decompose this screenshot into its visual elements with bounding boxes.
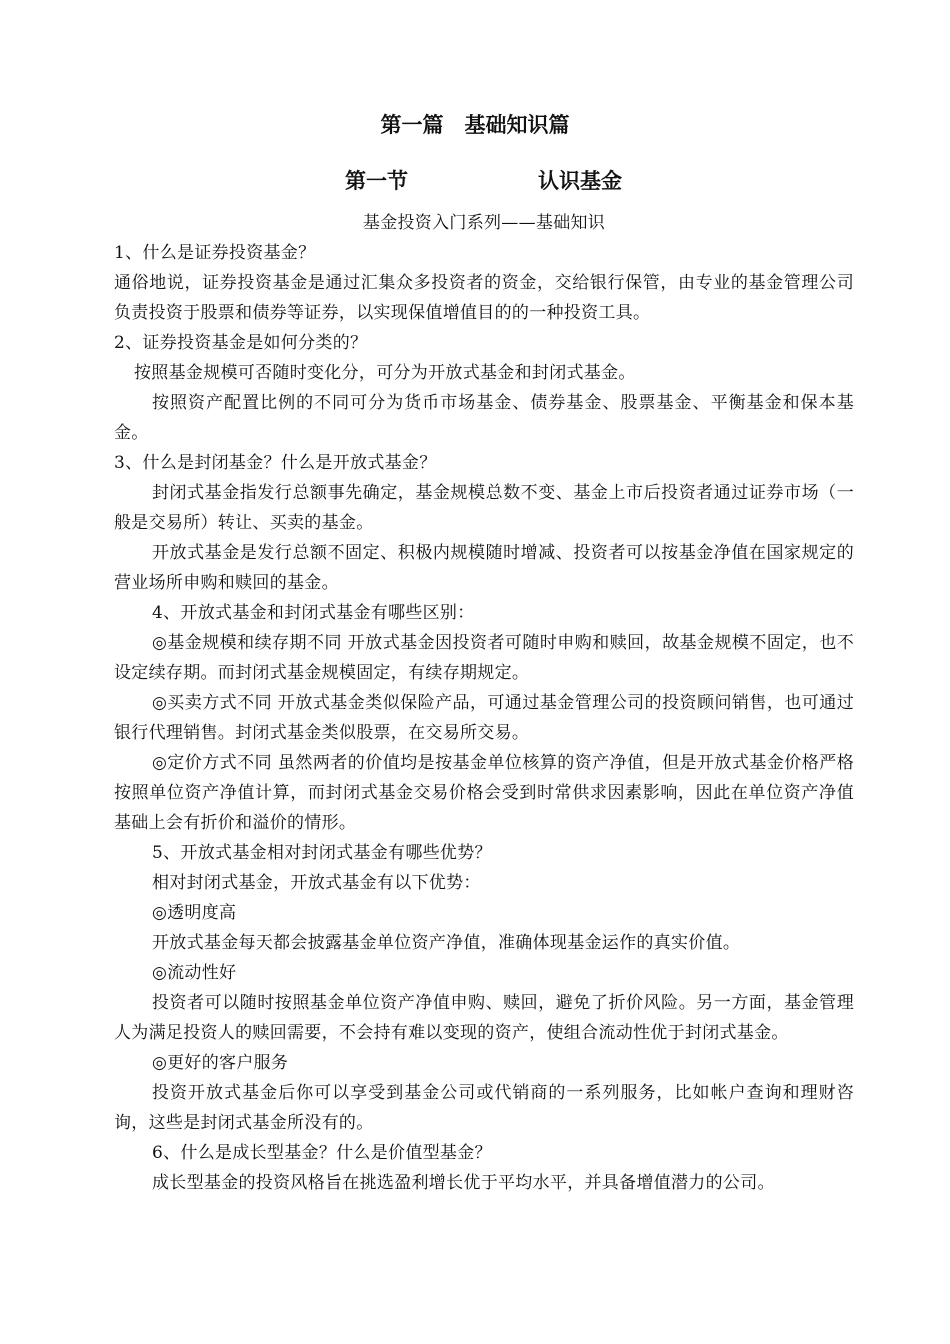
section-number: 第一节	[345, 168, 408, 193]
paragraph: 封闭式基金指发行总额事先确定，基金规模总数不变、基金上市后投资者通过证券市场（一般是交易所）转让、买卖的基金。	[114, 483, 854, 533]
paragraph: 开放式基金是发行总额不固定、积极内规模随时增减、投资者可以按基金净值在国家规定的营业场所申购和赎回的基金。	[114, 543, 854, 593]
paragraph: 1、什么是证券投资基金？	[114, 243, 316, 263]
paragraph: 相对封闭式基金，开放式基金有以下优势：	[152, 873, 481, 893]
page-title: 第一篇 基础知识篇	[380, 112, 570, 137]
paragraph: 4、开放式基金和封闭式基金有哪些区别：	[152, 603, 475, 623]
paragraph: ◎基金规模和续存期不同 开放式基金因投资者可随时申购和赎回，故基金规模不固定，也不设定续存期。而封闭式基金规模固定，有续存期规定。	[114, 633, 854, 683]
paragraph: 5、开放式基金相对封闭式基金有哪些优势？	[152, 843, 492, 863]
paragraph: 投资开放式基金后你可以享受到基金公司或代销商的一系列服务，比如帐户查询和理财咨询，这些是封闭式基金所没有的。	[114, 1083, 854, 1133]
paragraph: 成长型基金的投资风格旨在挑选盈利增长优于平均水平，并具备增值潜力的公司。	[152, 1173, 775, 1193]
document-subtitle: 基金投资入门系列——基础知识	[362, 213, 606, 233]
paragraph: ◎流动性好	[152, 963, 237, 983]
paragraph: ◎更好的客户服务	[152, 1053, 289, 1073]
section-title: 认识基金	[538, 168, 622, 193]
paragraph: ◎买卖方式不同 开放式基金类似保险产品，可通过基金管理公司的投资顾问销售，也可通过银行代理销售。封闭式基金类似股票，在交易所交易。	[114, 693, 854, 743]
paragraph: 投资者可以随时按照基金单位资产净值申购、赎回，避免了折价风险。另一方面，基金管理人为满足投资人的赎回需要，不会持有难以变现的资产，使组合流动性优于封闭式基金。	[114, 993, 854, 1043]
paragraph: 3、什么是封闭基金？什么是开放式基金？	[114, 453, 437, 473]
paragraph: 6、什么是成长型基金？什么是价值型基金？	[152, 1143, 492, 1163]
paragraph: 按照资产配置比例的不同可分为货币市场基金、债券基金、股票基金、平衡基金和保本基金。	[114, 393, 854, 443]
document-body	[114, 208, 854, 1198]
paragraph: 2、证券投资基金是如何分类的？	[114, 333, 368, 353]
paragraph: 按照基金规模可否随时变化分，可分为开放式基金和封闭式基金。	[134, 363, 636, 383]
paragraph: 通俗地说，证券投资基金是通过汇集众多投资者的资金，交给银行保管，由专业的基金管理公司负责投资于股票和债券等证券，以实现保值增值目的的一种投资工具。	[114, 273, 854, 323]
paragraph: 开放式基金每天都会披露基金单位资产净值，准确体现基金运作的真实价值。	[152, 933, 741, 953]
paragraph: ◎定价方式不同 虽然两者的价值均是按基金单位核算的资产净值，但是开放式基金价格严格按照单位资产净值计算，而封闭式基金交易价格会受到时常供求因素影响，因此在单位资产净值基础上会有折价和溢价的情形。	[114, 753, 854, 833]
paragraph: ◎透明度高	[152, 903, 237, 923]
